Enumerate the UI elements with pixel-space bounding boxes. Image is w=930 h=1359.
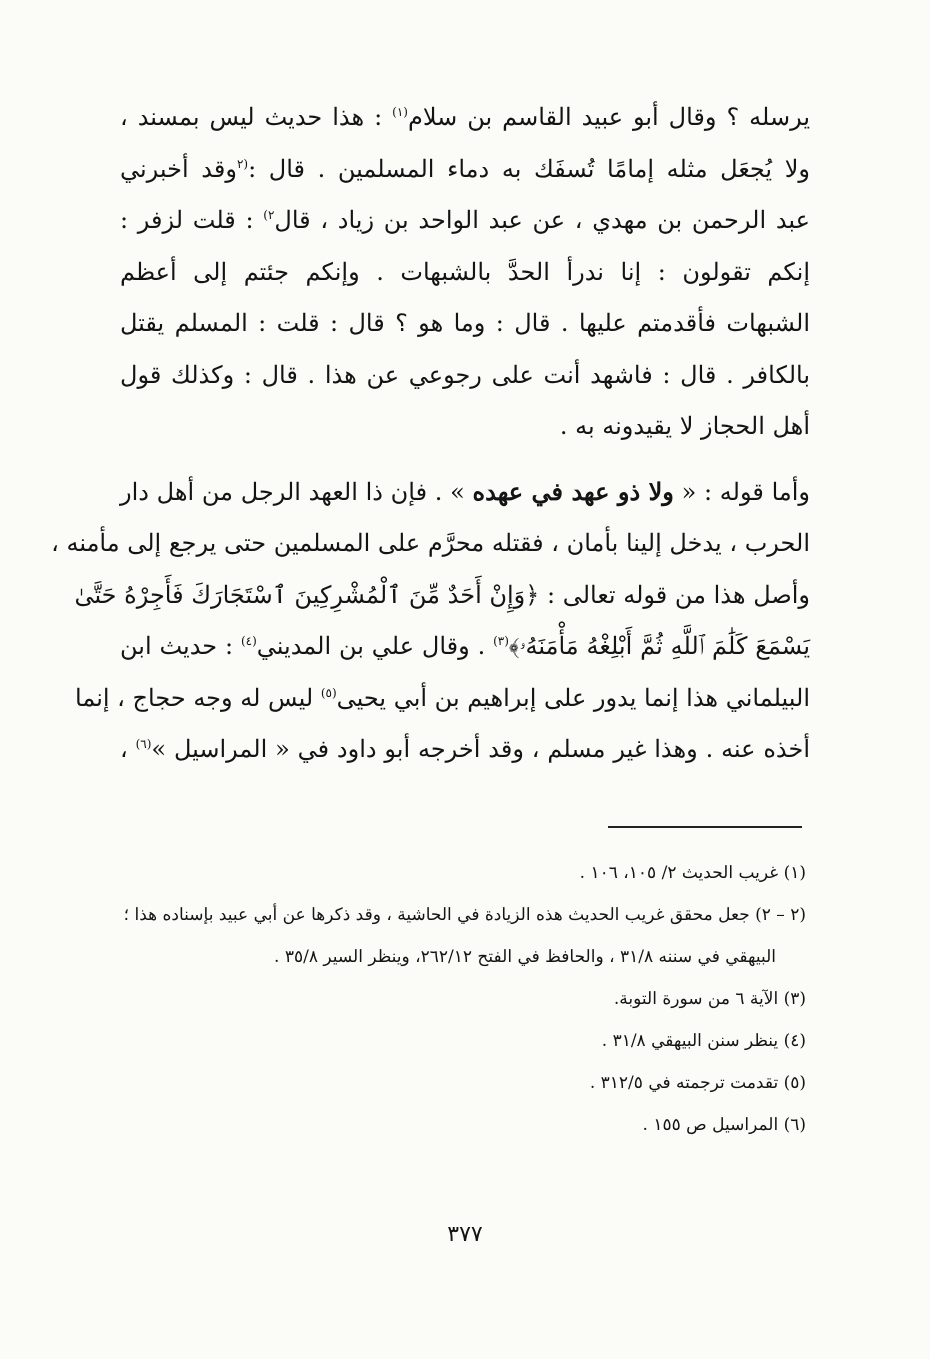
footnote-ref: (٦) xyxy=(135,737,152,751)
quran-verse: ﴿وَإِنْ أَحَدٌ مِّنَ ٱلْمُشْرِكِينَ ٱسْتَجَارَكَ فَأَجِرْهُ حَتَّىٰ xyxy=(74,580,540,609)
footnote-ref: (٤) xyxy=(240,634,257,648)
footnote-ref: (١) xyxy=(392,105,408,119)
footnote-3: (٣) الآية ٦ من سورة التوبة. xyxy=(613,989,806,1009)
footnote-1: (١) غريب الحديث ٢/ ١٠٥، ١٠٦ . xyxy=(579,863,806,883)
footnote-5: (٥) تقدمت ترجمته في ٣١٢/٥ . xyxy=(589,1073,806,1093)
footnote-ref: ٢) xyxy=(263,208,275,222)
text-line: بالكافر . قال : فاشهد أنت على رجوعي عن هذا . قال : وكذلك قول xyxy=(120,360,810,389)
text-line: أهل الحجاز لا يقيدونه به . xyxy=(559,412,810,440)
text-line: وأصل هذا من قوله تعالى : ﴿وَإِنْ أَحَدٌ مِّنَ ٱلْمُشْرِكِينَ ٱسْتَجَارَكَ فَأَجِرْهُ حَتَّىٰ xyxy=(74,580,810,609)
footnote-2-continued: البيهقي في سننه ٣١/٨ ، والحافظ في الفتح ٢٦٢/١٢، وينظر السير ٣٥/٨ . xyxy=(274,947,776,967)
text-line: يرسله ؟ وقال أبو عبيد القاسم بن سلام$^{(١)}$ : هذا حديث ليس بمسند ، xyxy=(120,103,810,131)
text-line: الشبهات فأقدمتم عليها . قال : وما هو ؟ قال : قلت : المسلم يقتل xyxy=(120,309,810,337)
footnote-6: (٦) المراسيل ص ١٥٥ . xyxy=(642,1115,806,1135)
text-line: وأما قوله : « ولا ذو عهد في عهده » . فإن ذا العهد الرجل من أهل دار xyxy=(120,476,810,506)
paragraph-2 xyxy=(51,466,811,776)
footnote-ref: (٢ xyxy=(236,156,249,171)
text-line: البيلماني هذا إنما يدور على إبراهيم بن أبي يحيى$^{(٥)}$ ليس له وجه حجاج ، إنما xyxy=(75,683,810,712)
text-line: يَسْمَعَ كَلَٰمَ ٱللَّهِ ثُمَّ أَبْلِغْهُ مَأْمَنَهُۥ﴾$^{(٣)}$ . وقال علي بن المديني$^{(٤)}$ : حديث ابن xyxy=(120,632,810,660)
text-line: عبد الرحمن بن مهدي ، عن عبد الواحد بن زياد ، قال$^{٢)}$ : قلت لزفر : xyxy=(120,206,810,234)
text-line: أخذه عنه . وهذا غير مسلم ، وقد أخرجه أبو داود في « المراسيل »$^{(٦)}$ ، xyxy=(120,735,811,763)
text-line: الحرب ، يدخل إلينا بأمان ، فقتله محرَّم على المسلمين حتى يرجع إلى مأمنه ، xyxy=(51,529,810,557)
text-line: إنكم تقولون : إنا ندرأ الحدَّ بالشبهات . وإنكم جئتم إلى أعظم xyxy=(120,257,810,286)
footnote-divider xyxy=(608,826,802,828)
footnote-2: (٢ – ٢) جعل محقق غريب الحديث هذه الزيادة في الحاشية ، وقد ذكرها عن أبي عبيد بإسناده هذا ؛ xyxy=(123,905,806,925)
quran-verse: يَسْمَعَ كَلَٰمَ ٱللَّهِ ثُمَّ أَبْلِغْهُ مَأْمَنَهُۥ﴾ xyxy=(508,632,810,660)
paragraph-1 xyxy=(120,92,810,453)
page-number: ٣٧٧ xyxy=(447,1222,483,1247)
footnote-4: (٤) ينظر سنن البيهقي ٣١/٨ . xyxy=(601,1031,806,1051)
hadith-quote: ولا ذو عهد في عهده xyxy=(472,476,674,506)
main-text xyxy=(51,92,811,776)
footnote-ref: (٥) xyxy=(320,685,337,700)
text-line: ولا يُجعَل مثله إمامًا تُسفَك به دماء المسلمين . قال :$^{(٢}$وقد أخبرني xyxy=(120,154,810,183)
footnotes xyxy=(116,852,806,1146)
footnote-ref: (٣) xyxy=(493,634,509,648)
